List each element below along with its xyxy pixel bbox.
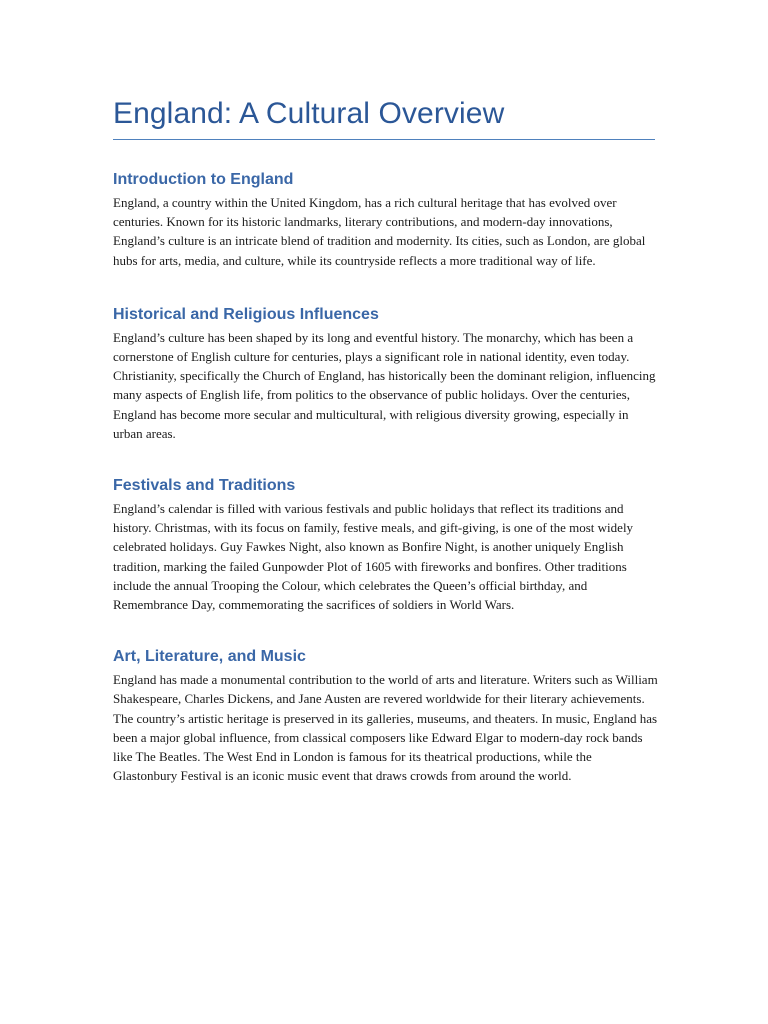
document-title: England: A Cultural Overview xyxy=(113,97,505,130)
section-paragraph: England’s calendar is filled with various festivals and public holidays that reflect its traditions and history. Christmas, with its focus on family, festive meals, and gift-giving, is one of the most widely celebrated holidays. Guy Fawkes Night, also known as Bonfire Night, is another uniquely English tradition, marking the failed Gunpowder Plot of 1605 with fireworks and bonfires. Other traditions include the annual Trooping the Colour, which celebrates the Queen’s official birthday, and Remembrance Day, commemorating the sacrifices of soldiers in World Wars. xyxy=(113,501,634,613)
section-paragraph: England, a country within the United Kingdom, has a rich cultural heritage that has evolved over centuries. Known for its historic landmarks, literary contributions, and modern-day innovations, England’s culture is an intricate blend of tradition and modernity. Its cities, such as London, are global hubs for arts, media, and culture, while its countryside reflects a more traditional way of life. xyxy=(113,195,646,268)
section-heading: Festivals and Traditions xyxy=(113,477,296,495)
section-introduction xyxy=(113,169,655,270)
section-art-literature-music xyxy=(113,646,658,785)
section-festivals-traditions xyxy=(113,475,655,614)
section-heading: Historical and Religious Influences xyxy=(113,305,379,323)
section-heading: Introduction to England xyxy=(113,171,294,188)
section-paragraph: England has made a monumental contribution to the world of arts and literature. Writers such as William Shakespeare, Charles Dickens, and Jane Austen are revered worldwide for their literary achievements. The country’s artistic heritage is preserved in its galleries, museums, and theaters. In music, England has been a major global influence, from classical composers like Edward Elgar to modern-day rock bands like The Beatles. The West End in London is famous for its theatrical productions, while the Glastonbury Festival is an iconic music event that draws crowds from around the world. xyxy=(113,672,658,784)
section-paragraph: England’s culture has been shaped by its long and eventful history. The monarchy, which has been a cornerstone of English culture for centuries, plays a significant role in national identity, even today. Christianity, specifically the Church of England, has historically been the dominant religion, influencing many aspects of English life, from politics to the observance of public holidays. Over the centuries, England has become more secular and multicultural, with religious diversity growing, especially in urban areas. xyxy=(113,329,656,441)
title-divider xyxy=(113,139,655,140)
section-historical-religious xyxy=(113,304,655,443)
section-heading: Art, Literature, and Music xyxy=(113,648,306,666)
